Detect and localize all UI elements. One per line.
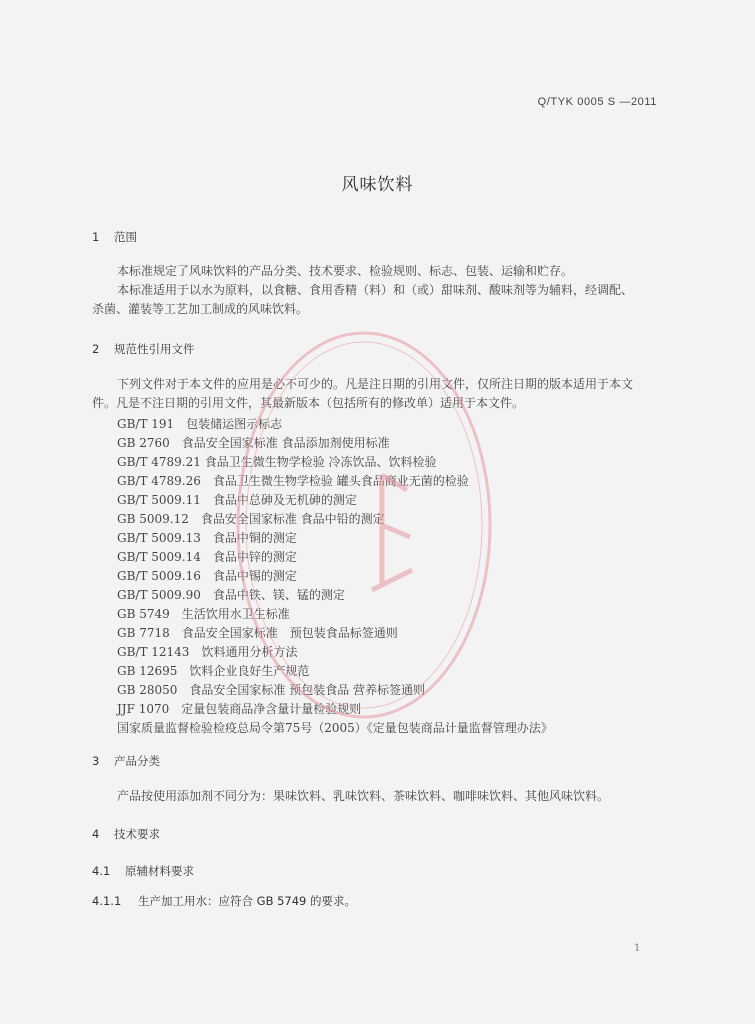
reference-item: GB 7718 食品安全国家标准 预包装食品标签通则 (117, 626, 398, 640)
section-1-paragraph-2-line-2: 杀菌、灌装等工艺加工制成的风味饮料。 (92, 302, 309, 316)
reference-item: GB/T 12143 饮料通用分析方法 (117, 645, 298, 659)
section-1-paragraph-2-line-1: 本标准适用于以水为原料，以食糖、食用香精（料）和（或）甜味剂、酸味剂等为辅料，经调配、 (117, 283, 634, 297)
section-title: 范围 (114, 230, 137, 244)
document-code: Q/TYK 0005 S —2011 (537, 96, 657, 108)
reference-item: GB/T 5009.90 食品中铁、镁、锰的测定 (117, 588, 345, 602)
section-number: 3 (92, 754, 100, 768)
reference-item: 国家质量监督检验检疫总局令第75号（2005）《定量包装商品计量监督管理办法》 (117, 721, 553, 735)
section-number: 2 (92, 342, 100, 356)
reference-item: GB 12695 饮料企业良好生产规范 (117, 664, 310, 678)
reference-item: GB 5749 生活饮用水卫生标准 (117, 607, 290, 621)
section-1-paragraph-1: 本标准规定了风味饮料的产品分类、技术要求、检验规则、标志、包装、运输和贮存。 (117, 264, 574, 278)
clause-number: 4.1.1 (92, 894, 122, 908)
reference-item: GB/T 191 包装储运图示标志 (117, 417, 283, 431)
section-2-paragraph-line-1: 下列文件对于本文件的应用是必不可少的。凡是注日期的引用文件，仅所注日期的版本适用于本文 (117, 377, 634, 391)
clause-text: 生产加工用水：应符合 GB 5749 的要求。 (138, 894, 357, 908)
reference-item: JJF 1070 定量包装商品净含量计量检验规则 (117, 702, 362, 716)
section-number: 1 (92, 230, 100, 244)
reference-item: GB/T 5009.14 食品中锌的测定 (117, 550, 297, 564)
reference-item: GB 28050 食品安全国家标准 预包装食品 营养标签通则 (117, 683, 426, 697)
reference-item: GB/T 4789.21 食品卫生微生物学检验 冷冻饮品、饮料检验 (117, 455, 437, 469)
document-title: 风味饮料 (341, 175, 414, 195)
reference-item: GB 2760 食品安全国家标准 食品添加剂使用标准 (117, 436, 390, 450)
subsection-title: 原辅材料要求 (125, 864, 194, 878)
subsection-number: 4.1 (92, 864, 111, 878)
section-3-heading (92, 753, 160, 769)
reference-item: GB/T 5009.16 食品中锡的测定 (117, 569, 297, 583)
section-title: 产品分类 (114, 754, 160, 768)
section-2-paragraph-line-2: 件。凡是不注日期的引用文件，其最新版本（包括所有的修改单）适用于本文件。 (92, 396, 525, 410)
section-4-heading (92, 826, 160, 842)
section-title: 规范性引用文件 (114, 342, 195, 356)
section-title: 技术要求 (114, 827, 160, 841)
section-4-1-1-clause (92, 893, 356, 909)
section-2-heading (92, 341, 195, 357)
section-3-paragraph: 产品按使用添加剂不同分为：果味饮料、乳味饮料、茶味饮料、咖啡味饮料、其他风味饮料。 (117, 789, 610, 803)
reference-item: GB 5009.12 食品安全国家标准 食品中铅的测定 (117, 512, 385, 526)
reference-item: GB/T 4789.26 食品卫生微生物学检验 罐头食品商业无菌的检验 (117, 474, 469, 488)
page-number: 1 (634, 943, 641, 954)
section-number: 4 (92, 827, 100, 841)
section-4-1-heading (92, 863, 194, 879)
reference-item: GB/T 5009.11 食品中总砷及无机砷的测定 (117, 493, 357, 507)
reference-item: GB/T 5009.13 食品中铜的测定 (117, 531, 297, 545)
section-1-heading (92, 229, 137, 245)
